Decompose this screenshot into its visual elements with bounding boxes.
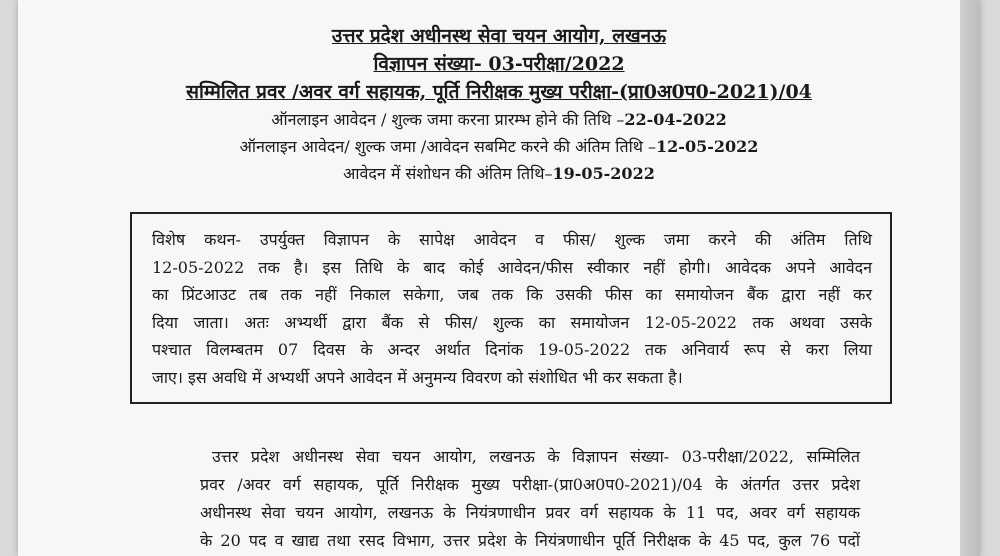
notice-line: पश्चात विलम्बतम 07 दिवस के अन्दर अर्थात दिनांक 19-05-2022 तक अनिवार्य रूप से करा लिया xyxy=(152,340,872,359)
date-label: ऑनलाइन आवेदन / शुल्क जमा करना प्रारम्भ होने की तिथि – xyxy=(271,110,625,129)
body-line: प्रवर /अवर वर्ग सहायक, पूर्ति निरीक्षक मुख्य परीक्षा-(प्रा0अ0प0-2021)/04 के अंतर्गत उत्तर प्रदेश xyxy=(200,475,860,494)
organization-title: उत्तर प्रदेश अधीनस्थ सेवा चयन आयोग, लखनऊ xyxy=(331,25,667,47)
notice-header xyxy=(18,22,980,187)
body-line: अधीनस्थ सेवा चयन आयोग, लखनऊ के नियंत्रणाधीन प्रवर वर्ग सहायक के 11 पद, अवर वर्ग सहायक xyxy=(200,503,860,522)
date-value: 19-05-2022 xyxy=(552,164,655,183)
notice-line: 12-05-2022 तक है। इस तिथि के बाद कोई आवेदन/फीस स्वीकार नहीं होगी। आवेदक अपने आवेदन xyxy=(152,257,872,277)
advertisement-number: विज्ञापन संख्या- 03-परीक्षा/2022 xyxy=(373,53,625,75)
date-label: ऑनलाइन आवेदन/ शुल्क जमा /आवेदन सबमिट करने की अंतिम तिथि – xyxy=(239,137,657,156)
notice-line: का प्रिंटआउट तब तक नहीं निकाल सकेगा, जब तक कि उसकी फीस का समायोजन बैंक द्वारा नहीं कर xyxy=(152,285,872,304)
notice-line: जाए। इस अवधि में अभ्यर्थी अपने आवेदन में अनुमन्य विवरण को संशोधित भी कर सकता है। xyxy=(152,367,683,387)
page-edge-shadow xyxy=(960,0,980,556)
body-paragraph xyxy=(200,443,860,555)
special-notice-box xyxy=(130,212,892,404)
date-value: 12-05-2022 xyxy=(656,137,759,156)
date-line-correction xyxy=(18,160,980,187)
body-line: के 20 पद व खाद्य तथा रसद विभाग, उत्तर प्रदेश के नियंत्रणाधीन पूर्ति निरीक्षक के 45 पद, कुल 76 पदों xyxy=(200,531,860,550)
notice-line: विशेष कथन- उपर्युक्त विज्ञापन के सापेक्ष आवेदन व फीस/ शुल्क जमा करने की अंतिम तिथि xyxy=(152,230,872,249)
exam-title: सम्मिलित प्रवर /अवर वर्ग सहायक, पूर्ति निरीक्षक मुख्य परीक्षा-(प्रा0अ0प0-2021)/04 xyxy=(186,81,812,103)
document-page xyxy=(18,0,980,556)
date-value: 22-04-2022 xyxy=(624,110,727,129)
date-label: आवेदन में संशोधन की अंतिम तिथि– xyxy=(343,164,553,183)
body-line: उत्तर प्रदेश अधीनस्थ सेवा चयन आयोग, लखनऊ के विज्ञापन संख्या- 03-परीक्षा/2022, सम्मिलित xyxy=(212,447,860,466)
date-line-last-submit xyxy=(18,133,980,160)
date-line-start xyxy=(18,106,980,133)
notice-line: दिया जाता। अतः अभ्यर्थी द्वारा बैंक से फीस/ शुल्क का समायोजन 12-05-2022 तक अथवा उसके xyxy=(152,312,872,332)
